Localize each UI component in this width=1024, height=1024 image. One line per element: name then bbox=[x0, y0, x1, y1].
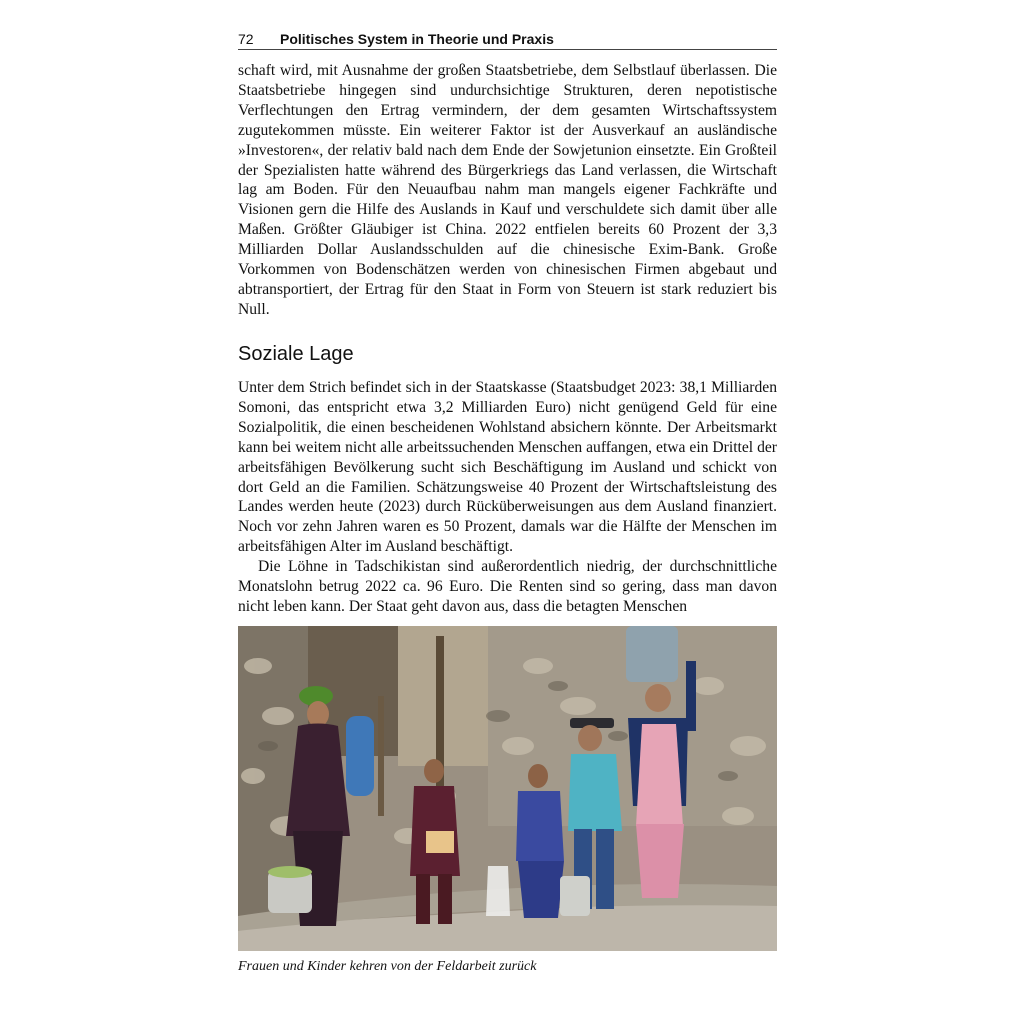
text-block-economy bbox=[238, 61, 777, 320]
photo-women-children bbox=[238, 626, 777, 951]
paragraph: Die Löhne in Tadschikistan sind außerordentlich niedrig, der durchschnittliche Monatslohn betrug 2022 ca. 96 Euro. Die Renten sind so gering, dass man davon nicht leben kann. Der Staat geht davon aus, dass die betagten Menschen bbox=[238, 558, 777, 615]
section-heading: Soziale Lage bbox=[238, 343, 354, 365]
paragraph: Unter dem Strich befindet sich in der Staatskasse (Staatsbudget 2023: 38,1 Milliarden Somoni, das entspricht etwa 3,2 Milliarden Euro) nicht genügend Geld für eine Sozialpolitik, die einen bescheidenen Wohlstand absichern könnte. Der Arbeitsmarkt kann bei weitem nicht alle arbeitssuchenden Menschen auffangen, etwa ein Drittel der arbeitsfähigen Bevölkerung sucht sich Beschäftigung im Ausland und schickt von dort Geld an die Familien. Schätzungsweise 40 Prozent der Wirtschaftsleistung des Landes werden heute (2023) durch Rücküberweisungen aus dem Ausland finanziert. Noch vor zehn Jahren waren es 50 Prozent, damals war die Hälfte der Menschen im arbeitsfähigen Alter im Ausland beschäftigt. bbox=[238, 379, 777, 556]
running-header bbox=[238, 30, 777, 50]
page-number: 72 bbox=[238, 31, 254, 47]
text-block-social bbox=[238, 378, 777, 617]
photo-caption: Frauen und Kinder kehren von der Feldarbeit zurück bbox=[238, 959, 537, 974]
running-title: Politisches System in Theorie und Praxis bbox=[280, 31, 554, 47]
paragraph: schaft wird, mit Ausnahme der großen Staatsbetriebe, dem Selbstlauf überlassen. Die Staatsbetriebe hingegen sind undurchsichtige Strukturen, deren nepotistische Verflechtungen den Ertrag vermindern, der dem gesamten Wirtschaftssystem zugutekommen müsste. Ein weiterer Faktor ist der Ausverkauf an ausländische »Investoren«, der relativ bald nach dem Ende der Sowjetunion einsetzte. Ein Großteil der Spezialisten hatte während des Bürgerkriegs das Land verlassen, die Wirtschaft lag am Boden. Für den Neuaufbau nahm man mangels eigener Fachkräfte und Visionen gern die Hilfe des Auslands in Kauf und verschuldete sich damit über alle Maßen. Größter Gläubiger ist China. 2022 entfielen bereits 60 Prozent der 3,3 Milliarden Dollar Auslandsschulden auf die chinesische Exim-Bank. Große Vorkommen von Bodenschätzen werden von chinesischen Firmen abgebaut und abtransportiert, der Ertrag für den Staat in Form von Steuern ist stark reduziert bis Null. bbox=[238, 62, 777, 318]
photo-illustration bbox=[238, 626, 777, 951]
